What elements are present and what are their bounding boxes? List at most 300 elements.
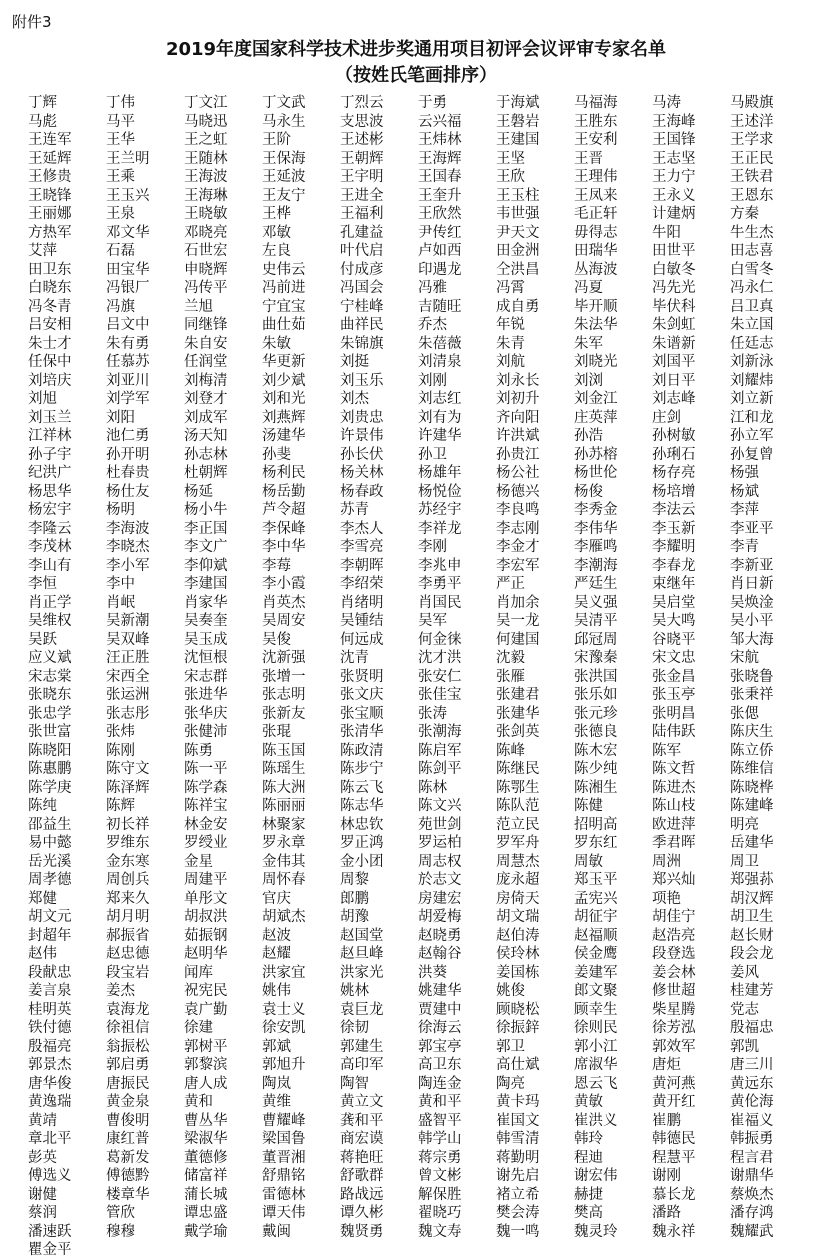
expert-name: 恩云飞 [574,1075,618,1092]
expert-name: 张晓鲁 [730,668,774,685]
expert-name: 李中 [106,576,135,592]
expert-name: 李海波 [106,520,150,537]
expert-name-list [28,94,808,1260]
expert-name: 朱法华 [574,317,618,333]
expert-name: 刘杰 [340,391,369,407]
expert-name: 周卫 [730,853,759,870]
expert-name: 宋航 [730,650,759,666]
expert-name: 陈晓阳 [28,742,72,759]
expert-name: 石世宏 [184,243,228,259]
expert-name: 王奎升 [418,187,462,204]
expert-name: 赵伯涛 [496,927,540,944]
expert-name: 郭树平 [184,1038,228,1055]
expert-name: 王进全 [340,187,384,204]
expert-name: 严廷生 [574,576,618,592]
expert-name: 岳建华 [730,835,774,851]
expert-name: 谷晓平 [652,631,696,648]
expert-name: 陈守文 [106,761,150,777]
expert-name: 张雁 [496,668,525,685]
expert-name: 冯冬青 [28,298,72,315]
expert-name: 侯金鹰 [574,946,618,962]
expert-name: 仝洪昌 [496,261,540,278]
expert-name: 任慕苏 [106,354,150,370]
expert-name: 席淑华 [574,1057,618,1073]
expert-name: 于勇 [418,95,447,111]
expert-name: 陈瑶生 [262,761,306,777]
expert-name: 张忠学 [28,705,72,722]
expert-name: 姜国栋 [496,964,540,981]
expert-name: 郑健 [28,890,57,907]
expert-name: 齐向阳 [496,409,540,426]
expert-name: 徐海云 [418,1020,462,1036]
expert-name: 杜春贵 [106,465,150,481]
expert-name: 黄敏 [574,1094,603,1110]
expert-name: 黄和平 [418,1094,462,1110]
document-subtitle: （按姓氏笔画排序） [335,65,497,86]
expert-name: 封超年 [28,927,72,944]
expert-name: 白雪冬 [730,261,774,278]
expert-name: 胡斌杰 [262,909,306,925]
expert-name: 姚林 [340,983,369,999]
expert-name: 陈辉 [106,798,135,814]
expert-name: 周创兵 [106,872,150,888]
expert-name: 朱谱新 [652,335,696,352]
expert-name: 李绍荣 [340,576,384,592]
expert-name: 林聚家 [262,816,306,833]
expert-name: 孙长伏 [340,446,384,463]
expert-name: 唐人成 [184,1075,228,1092]
expert-name: 周孝德 [28,872,72,888]
expert-name: 王连军 [28,132,72,148]
expert-name: 孙立军 [730,428,774,444]
expert-name: 田志喜 [730,243,774,259]
expert-name: 侯玲林 [496,946,540,962]
expert-name: 程迪 [574,1149,603,1166]
expert-name: 韩玲 [574,1131,603,1147]
expert-name: 何远成 [340,631,384,648]
expert-name: 姜言泉 [28,983,72,999]
expert-name: 陈泽辉 [106,779,150,796]
expert-name: 蒲长城 [184,1186,228,1203]
expert-name: 成自勇 [496,298,540,315]
expert-name: 舒歌群 [340,1168,384,1184]
expert-name: 郝振省 [106,927,150,944]
expert-name: 陈队范 [496,798,540,814]
expert-name: 张清华 [340,724,384,740]
expert-name: 欧进萍 [652,816,696,833]
expert-name: 冯传平 [184,280,228,296]
expert-name: 桂明英 [28,1001,72,1018]
expert-name: 李伟华 [574,520,618,537]
expert-name: 崔洪义 [574,1112,618,1129]
expert-name: 王乘 [106,169,135,185]
expert-name: 黄远东 [730,1075,774,1092]
expert-name: 任保中 [28,354,72,370]
expert-name: 高仕斌 [496,1057,540,1073]
expert-name: 叶代启 [340,243,384,259]
expert-name: 田宝华 [106,261,150,278]
expert-name: 朱敏 [262,335,291,352]
expert-name: 高印军 [340,1057,384,1073]
expert-name: 杨利民 [262,465,306,481]
expert-name: 李宏军 [496,557,540,574]
expert-name: 许景伟 [340,428,384,444]
expert-name: 朱自安 [184,335,228,352]
expert-name: 毛正轩 [574,206,618,222]
expert-name: 朱军 [574,335,603,352]
expert-name: 吴新潮 [106,613,150,629]
expert-name: 肖正学 [28,594,72,611]
expert-name: 孙琍石 [652,446,696,463]
expert-name: 姜杰 [106,983,135,999]
expert-name: 程慧平 [652,1149,696,1166]
expert-name: 季君晖 [652,835,696,851]
expert-name: 王修贵 [28,169,72,185]
expert-name: 王海琳 [184,187,228,204]
expert-name: 程言君 [730,1149,774,1166]
expert-name: 张健沛 [184,724,228,740]
expert-name: 王丽娜 [28,206,72,222]
expert-name: 牛阳 [652,224,681,241]
expert-name: 李正国 [184,520,228,537]
expert-name: 肖英杰 [262,594,306,611]
expert-name: 李中华 [262,539,306,555]
expert-name: 罗军舟 [496,835,540,851]
expert-name: 邵益生 [28,816,72,833]
expert-name: 罗东红 [574,835,618,851]
expert-name: 闻库 [184,964,213,981]
expert-name: 张佳宝 [418,687,462,703]
expert-name: 刘立新 [730,391,774,407]
expert-name: 刘志峰 [652,391,696,407]
expert-name: 王海辉 [418,150,462,167]
expert-name: 孙开明 [106,446,150,463]
expert-name: 王欣 [496,169,525,185]
expert-name: 冯霄 [496,280,525,296]
expert-name: 吴玉成 [184,631,228,648]
expert-name: 柴星腾 [652,1001,696,1018]
expert-name: 徐则民 [574,1020,618,1036]
expert-name: 刘亚川 [106,372,150,389]
expert-name: 曹俊明 [106,1112,150,1129]
expert-name: 刘玉乐 [340,372,384,389]
expert-name: 王志坚 [652,150,696,167]
expert-name: 陈步宁 [340,761,384,777]
expert-name: 王胜东 [574,113,618,130]
expert-name: 牛生杰 [730,224,774,241]
expert-name: 谭久彬 [340,1205,384,1221]
expert-name: 吴跃 [28,631,57,648]
expert-name: 王安利 [574,132,618,148]
expert-name: 乔杰 [418,317,447,333]
expert-name: 冯先光 [652,280,696,296]
expert-name: 林忠钦 [340,816,384,833]
expert-name: 马平 [106,113,135,130]
expert-name: 陈健 [574,798,603,814]
expert-name: 王铁君 [730,169,774,185]
expert-name: 高卫东 [418,1057,462,1073]
expert-name: 刘日平 [652,372,696,389]
expert-name: 岳光溪 [28,853,72,870]
expert-name: 唐华俊 [28,1075,72,1092]
expert-name: 姜风 [730,964,759,981]
expert-name: 崔国文 [496,1112,540,1129]
expert-name: 孙苏榕 [574,446,618,463]
expert-name: 马殿旗 [730,95,774,111]
expert-name: 吴军 [418,613,447,629]
expert-name: 胡卫生 [730,909,774,925]
expert-name: 罗维东 [106,835,150,851]
expert-name: 李文广 [184,539,228,555]
expert-name: 王理伟 [574,169,618,185]
expert-name: 杨关林 [340,465,384,481]
expert-name: 王桦 [262,206,291,222]
expert-name: 谢健 [28,1186,57,1203]
expert-name: 郭斌 [262,1038,291,1055]
attachment-label: 附件3 [12,13,52,31]
expert-name: 王泉 [106,206,135,222]
expert-name: 黄逸瑞 [28,1094,72,1110]
expert-name: 章北平 [28,1131,72,1147]
expert-name: 陈刚 [106,742,135,759]
expert-name: 黄立文 [340,1094,384,1110]
expert-name: 王晋 [574,150,603,167]
expert-name: 宋西全 [106,668,150,685]
expert-name: 姚建华 [418,983,462,999]
expert-name: 汤天知 [184,428,228,444]
expert-name: 陶岚 [262,1075,291,1092]
expert-name: 方热军 [28,224,72,241]
expert-name: 吴周安 [262,613,306,629]
expert-name: 杨明 [106,502,135,518]
expert-name: 黄卡玛 [496,1094,540,1110]
expert-name: 孙斐 [262,446,291,463]
expert-name: 王凤来 [574,187,618,204]
expert-name: 庞永超 [496,872,540,888]
expert-name: 李保峰 [262,520,306,537]
expert-name: 吴俊 [262,631,291,648]
expert-name: 刘耀炜 [730,372,774,389]
expert-name: 周志权 [418,853,462,870]
expert-name: 池仁勇 [106,428,150,444]
expert-name: 丁伟 [106,95,135,111]
expert-name: 范立民 [496,816,540,833]
expert-name: 宁桂峰 [340,298,384,315]
expert-name: 杨春政 [340,483,384,500]
expert-name: 吴启堂 [652,594,696,611]
expert-name: 年锐 [496,317,525,333]
expert-name: 张琨 [262,724,291,740]
expert-name: 赵忠德 [106,946,150,962]
expert-name: 雷德林 [262,1186,306,1203]
expert-name: 赵福顺 [574,927,618,944]
expert-name: 刘浏 [574,372,603,389]
expert-name: 杨俊 [574,483,603,500]
expert-name: 邱冠周 [574,631,618,648]
expert-name: 刘培庆 [28,372,72,389]
expert-name: 王磐岩 [496,113,540,130]
expert-name: 孙志林 [184,446,228,463]
expert-name: 杨雄年 [418,465,462,481]
expert-name: 张进华 [184,687,228,703]
expert-name: 姚伟 [262,983,291,999]
expert-name: 刘贵忠 [340,409,384,426]
expert-name: 丛海波 [574,261,618,278]
expert-name: 李玉新 [652,520,696,537]
expert-name: 李恒 [28,576,57,592]
expert-name: 王保海 [262,150,306,167]
expert-name: 陶连金 [418,1075,462,1092]
expert-name: 解保胜 [418,1186,462,1203]
expert-name: 左良 [262,243,291,259]
expert-name: 唐炬 [652,1057,681,1073]
expert-name: 徐建 [184,1020,213,1036]
expert-name: 赵晓勇 [418,927,462,944]
expert-name: 樊会涛 [496,1205,540,1221]
expert-name: 张乐如 [574,687,618,703]
expert-name: 张涛 [418,705,447,722]
expert-name: 苏青 [340,502,369,518]
expert-name: 崔鹏 [652,1112,681,1129]
expert-name: 张秉祥 [730,687,774,703]
expert-name: 王国锋 [652,132,696,148]
expert-name: 刘刚 [418,372,447,389]
expert-name: 杨强 [730,465,759,481]
expert-name: 付成彦 [340,261,384,278]
expert-name: 陈剑平 [418,761,462,777]
expert-name: 罗正鸿 [340,835,384,851]
expert-name: 商宏谟 [340,1131,384,1147]
expert-name: 郭凯 [730,1038,759,1055]
expert-name: 殷福忠 [730,1020,774,1036]
expert-name: 周慧杰 [496,853,540,870]
expert-name: 傅选义 [28,1168,72,1184]
expert-name: 陈大洲 [262,779,306,796]
expert-name: 江和龙 [730,409,774,426]
expert-name: 赵翰谷 [418,946,462,962]
expert-name: 曲祥民 [340,317,384,333]
expert-name: 周建平 [184,872,228,888]
expert-name: 杨世伦 [574,465,618,481]
expert-name: 蒋艳旺 [340,1149,384,1166]
expert-name: 陈纯 [28,798,57,814]
expert-name: 郭建生 [340,1038,384,1055]
expert-name: 沈新强 [262,650,306,666]
expert-name: 朱剑虹 [652,317,696,333]
expert-name: 谭忠盛 [184,1205,228,1221]
expert-name: 朱蓓薇 [418,335,462,352]
expert-name: 郭效军 [652,1038,696,1055]
expert-name: 李小霞 [262,576,306,592]
expert-name: 赵波 [262,927,291,944]
expert-name: 云兴福 [418,113,462,130]
expert-name: 吴锺结 [340,613,384,629]
expert-name: 葛新发 [106,1149,150,1166]
expert-name: 毕开顺 [574,298,618,315]
expert-name: 康红普 [106,1131,150,1147]
expert-name: 陈学森 [184,779,228,796]
expert-name: 兰旭 [184,298,213,315]
expert-name: 蔡润 [28,1205,57,1221]
expert-name: 袁广勤 [184,1001,228,1018]
expert-name: 纪洪广 [28,465,72,481]
expert-name: 陈湘生 [574,779,618,796]
expert-name: 魏灵玲 [574,1223,618,1240]
expert-name: 金伟其 [262,853,306,870]
expert-name: 孟宪兴 [574,890,618,907]
expert-name: 马涛 [652,95,681,111]
expert-name: 邓文华 [106,224,150,241]
expert-name: 王述彬 [340,132,384,148]
expert-name: 郑玉平 [574,872,618,888]
expert-name: 张贤明 [340,668,384,685]
expert-name: 韦世强 [496,206,540,222]
expert-name: 刘成军 [184,409,228,426]
expert-name: 潘路 [652,1205,681,1221]
expert-name: 陈学庚 [28,779,72,796]
expert-name: 赵明华 [184,946,228,962]
expert-name: 刘初升 [496,391,540,407]
expert-name: 陈文哲 [652,761,696,777]
expert-name: 陈少纯 [574,761,618,777]
expert-name: 陈山枝 [652,798,696,814]
expert-name: 郑来久 [106,890,150,907]
expert-name: 王晓敏 [184,206,228,222]
expert-name: 段献忠 [28,964,72,981]
expert-name: 王晓锋 [28,187,72,204]
expert-name: 于海斌 [496,95,540,111]
expert-name: 金小团 [340,853,384,870]
expert-name: 郭启勇 [106,1057,150,1073]
expert-name: 马晓迅 [184,113,228,130]
expert-name: 陈进杰 [652,779,696,796]
expert-name: 刘国平 [652,354,696,370]
expert-name: 彭英 [28,1149,57,1166]
expert-name: 戴闽 [262,1223,291,1240]
expert-name: 顾晓松 [496,1001,540,1018]
expert-name: 杨存亮 [652,465,696,481]
expert-name: 陈勇 [184,742,213,759]
expert-name: 庄剑 [652,409,681,426]
expert-name: 陈立侨 [730,742,774,759]
expert-name: 吕卫真 [730,298,774,315]
expert-name: 何金徕 [418,631,462,648]
expert-name: 张志彤 [106,705,150,722]
expert-name: 金东寒 [106,853,150,870]
expert-name: 王力宁 [652,169,696,185]
expert-name: 顾幸生 [574,1001,618,1018]
expert-name: 李晓杰 [106,539,150,555]
expert-name: 杜朝辉 [184,465,228,481]
expert-name: 丁文江 [184,95,228,111]
expert-name: 罗运柏 [418,835,462,851]
expert-name: 张潮海 [418,724,462,740]
expert-name: 戴学瑜 [184,1223,228,1240]
expert-name: 张金昌 [652,668,696,685]
expert-name: 於志文 [418,872,462,888]
expert-name: 同继锋 [184,317,228,333]
expert-name: 陈庆生 [730,724,774,740]
expert-name: 潘存鸿 [730,1205,774,1221]
expert-name: 田卫东 [28,261,72,278]
expert-name: 孙卫 [418,446,447,463]
expert-name: 韩雪清 [496,1131,540,1147]
expert-name: 唐振民 [106,1075,150,1092]
expert-name: 刘挺 [340,354,369,370]
expert-name: 潘速跃 [28,1223,72,1240]
expert-name: 李萍 [730,502,759,518]
expert-name: 赵浩亮 [652,927,696,944]
